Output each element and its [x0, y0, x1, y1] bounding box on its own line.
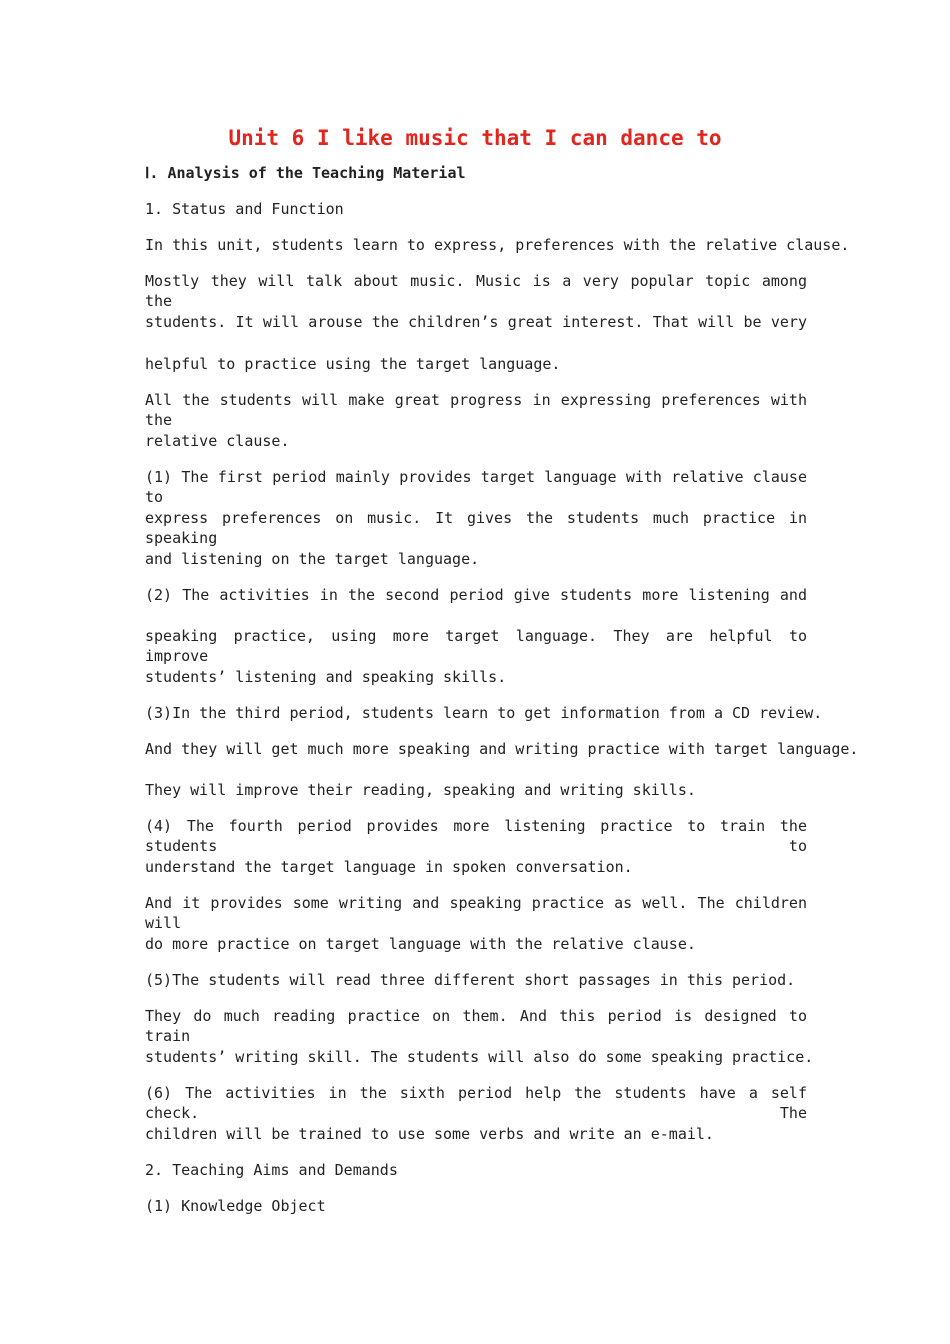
- paragraph-line: They will improve their reading, speaking and writing skills.: [145, 781, 696, 799]
- page-title: Unit 6 I like music that I can dance to: [228, 126, 722, 150]
- paragraph-line: And it provides some writing and speaking practice as well. The children will: [145, 894, 807, 932]
- subheading-status-function: 1. Status and Function: [145, 200, 344, 218]
- paragraph-line: understand the target language in spoken conversation.: [145, 858, 633, 876]
- paragraph-line: (3)In the third period, students learn to get information from a CD review.: [145, 704, 823, 722]
- paragraph-line: helpful to practice using the target language.: [145, 355, 561, 373]
- paragraph-line: All the students will make great progress in expressing preferences with the: [145, 391, 807, 429]
- paragraph-line: And they will get much more speaking and writing practice with target language.: [145, 740, 859, 758]
- paragraph-line: (5)The students will read three different short passages in this period.: [145, 971, 796, 989]
- paragraph-line: They do much reading practice on them. And this period is designed to train: [145, 1007, 807, 1045]
- paragraph-line: (6) The activities in the sixth period help the students have a self check. The: [145, 1084, 807, 1122]
- paragraph-line: students’ listening and speaking skills.: [145, 668, 507, 686]
- paragraph-line: relative clause.: [145, 432, 290, 450]
- section-heading: Ⅰ. Analysis of the Teaching Material: [145, 164, 466, 182]
- paragraph-line: express preferences on music. It gives the students much practice in speaking: [145, 509, 807, 547]
- paragraph-line: (2) The activities in the second period give students more listening and: [145, 586, 807, 604]
- paragraph-line: students’ writing skill. The students will also do some speaking practice.: [145, 1048, 814, 1066]
- paragraph-line: In this unit, students learn to express, preferences with the relative clause.: [145, 236, 850, 254]
- subheading-knowledge-object: (1) Knowledge Object: [145, 1197, 326, 1215]
- paragraph-line: (4) The fourth period provides more listening practice to train the students to: [145, 817, 807, 855]
- paragraph-line: (1) The first period mainly provides target language with relative clause to: [145, 468, 807, 506]
- subheading-teaching-aims: 2. Teaching Aims and Demands: [145, 1161, 398, 1179]
- paragraph-line: do more practice on target language with the relative clause.: [145, 935, 696, 953]
- paragraph-line: students. It will arouse the children’s great interest. That will be very: [145, 313, 807, 331]
- paragraph-line: and listening on the target language.: [145, 550, 480, 568]
- paragraph-line: Mostly they will talk about music. Music is a very popular topic among the: [145, 272, 807, 310]
- paragraph-line: speaking practice, using more target language. They are helpful to improve: [145, 627, 807, 665]
- paragraph-line: children will be trained to use some verbs and write an e-mail.: [145, 1125, 714, 1143]
